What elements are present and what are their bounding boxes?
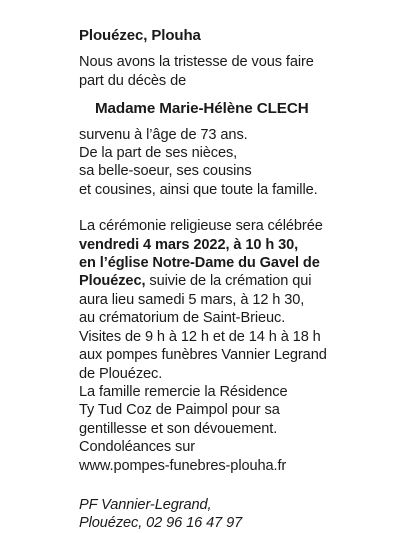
ceremony-line: aux pompes funèbres Vannier Legrand (79, 347, 327, 364)
ceremony-line: La famille remercie la Résidence (79, 383, 288, 400)
paragraph-gap (79, 199, 399, 217)
ceremony-line (79, 236, 399, 254)
ceremony-date: vendredi 4 mars 2022, à 10 h 30, (79, 236, 299, 253)
deceased-name: Madame Marie-Hélène CLECH (95, 100, 309, 118)
ceremony-place: en l’église Notre-Dame du Gavel de (79, 255, 320, 272)
ceremony-line: gentillesse et son dévouement. (79, 420, 278, 437)
family-text (79, 126, 399, 200)
signature (79, 496, 399, 533)
ceremony-line: Condoléances sur (79, 439, 196, 456)
ceremony-line: Visites de 9 h à 12 h et de 14 h à 18 h (79, 328, 321, 345)
intro-line: Nous avons la tristesse de vous faire (79, 54, 314, 71)
ceremony-line: aura lieu samedi 5 mars, à 12 h 30, (79, 291, 305, 308)
intro-line: part du décès de (79, 72, 187, 89)
intro-text (79, 53, 399, 90)
obituary-notice (79, 27, 399, 533)
family-line: et cousines, ainsi que toute la famille. (79, 181, 318, 198)
family-line: survenu à l’âge de 73 ans. (79, 126, 248, 143)
ceremony-line: de Plouézec. (79, 365, 163, 382)
condolences-url: www.pompes-funebres-plouha.fr (79, 457, 287, 474)
ceremony-line (79, 272, 399, 290)
ceremony-line: Ty Tud Coz de Paimpol pour sa (79, 402, 280, 419)
ceremony-town: Plouézec, (79, 273, 146, 290)
ceremony-line (79, 254, 399, 272)
signature-contact: Plouézec, 02 96 16 47 97 (79, 515, 243, 532)
ceremony-line: au crématorium de Saint-Brieuc. (79, 310, 286, 327)
family-line: De la part de ses nièces, (79, 145, 238, 162)
family-line: sa belle-soeur, ses cousins (79, 163, 252, 180)
signature-company: PF Vannier-Legrand, (79, 496, 212, 513)
notice-heading: Plouézec, Plouha (79, 27, 201, 44)
ceremony-cremation: suivie de la crémation qui (145, 273, 312, 290)
ceremony-line: La cérémonie religieuse sera célébrée (79, 218, 323, 235)
ceremony-text (79, 217, 399, 475)
